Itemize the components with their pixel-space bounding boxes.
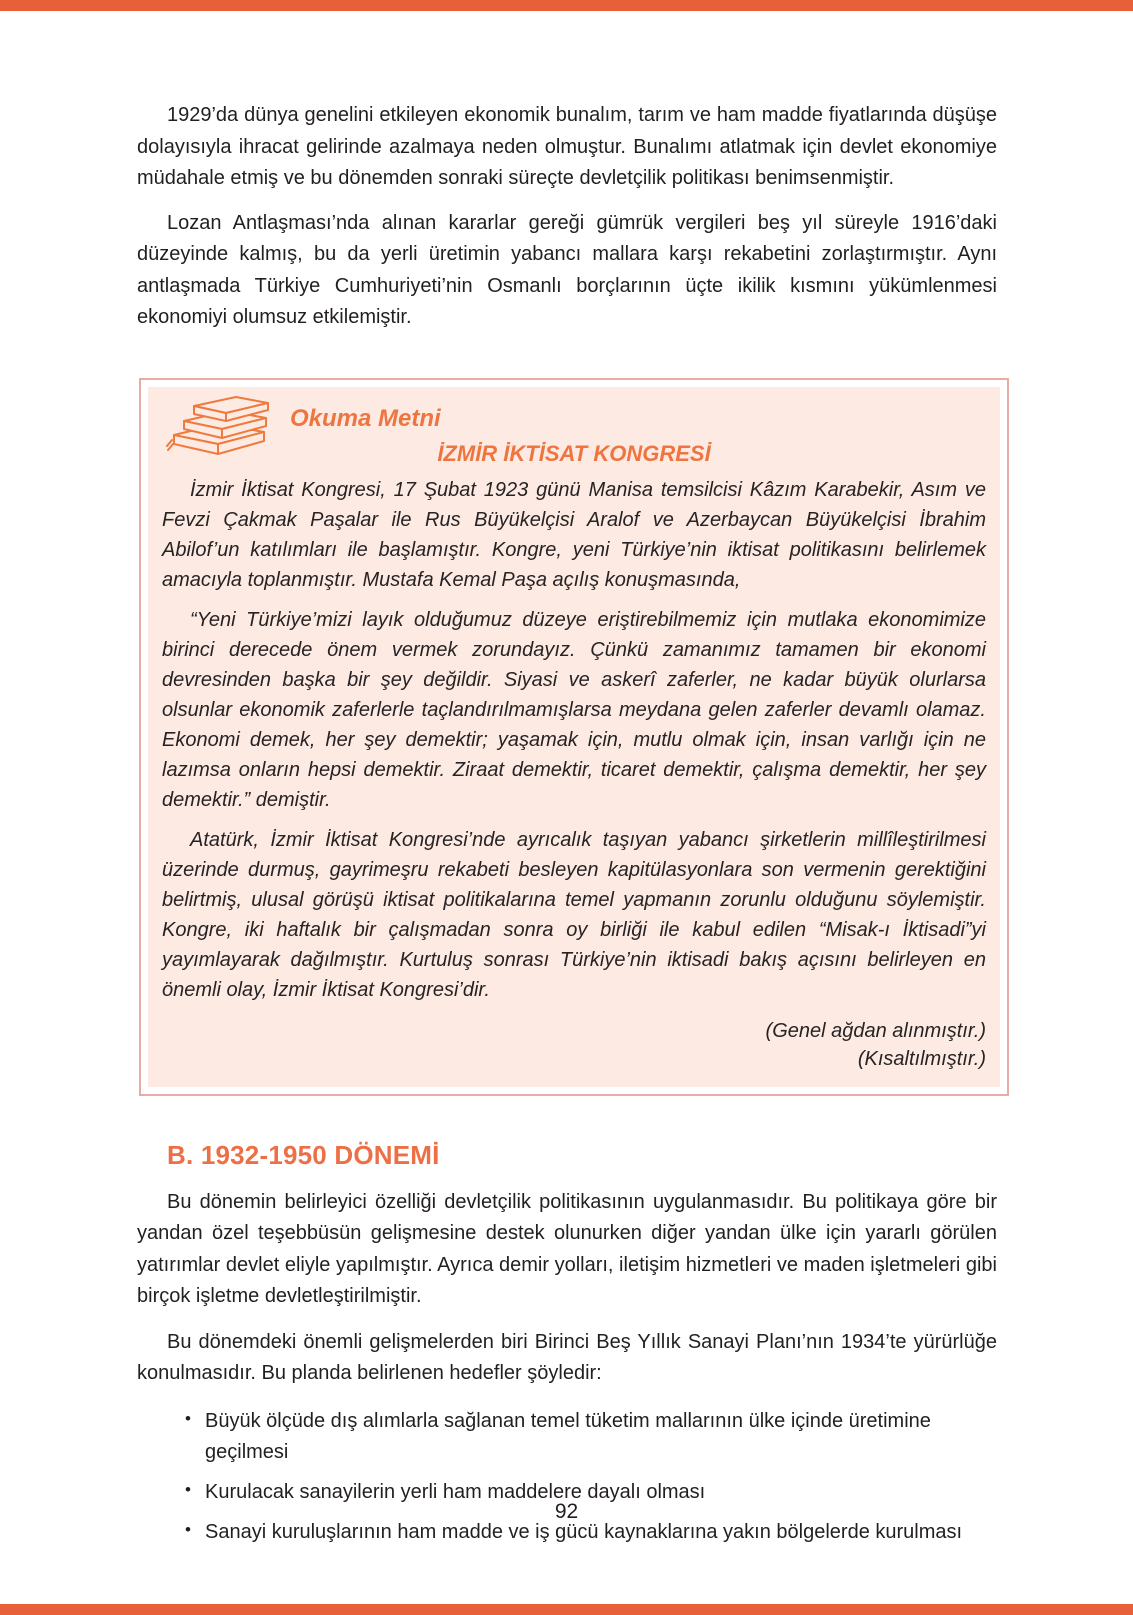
reading-box-title: İZMİR İKTİSAT KONGRESİ [437, 440, 711, 466]
intro-paragraph-2: Lozan Antlaşması’nda alınan kararlar gereği gümrük vergileri beş yıl süreyle 1916’daki düzeyinde kalmış, bu da yerli üretimin yabancı mallara karşı rekabetini zorlaştırmıştır. Aynı antlaşmada Türkiye Cumhuriyeti’nin Osmanlı borçlarının üçte ikilik kısmını yükümlenmesi ekonomiyi olumsuz etkilemiştir. [137, 211, 997, 328]
reading-paragraph-2: “Yeni Türkiye’mizi layık olduğumuz düzeye eriştirebilmemiz için mutlaka ekonomimize birinci derecede önem vermek zorundayız. Çünkü zamanımız tamamen bir ekonomi devresinden başka bir şey değildir. Siyasi ve askerî zaferler, ne kadar büyük olurlarsa olsunlar ekonomik zaferlerle taçlandırılmamışlarsa meydana gelen zaferler devamlı olamaz. Ekonomi demek, her şey demektir; yaşamak için, mutlu olmak için, insan varlığı için ne lazımsa onların hepsi demektir. Ziraat demektir, ticaret demektir, çalışma demektir, her şey demektir.” demiştir. [162, 608, 986, 811]
attributions [162, 1017, 986, 1073]
reading-text-box [139, 378, 1009, 1096]
reading-box-label: Okuma Metni [290, 404, 441, 432]
goal-item-text: Sanayi kuruluşlarının ham madde ve iş gücü kaynaklarına yakın bölgelerde kurulması [205, 1520, 963, 1543]
bullet-icon: • [185, 1479, 191, 1499]
section-heading: B. 1932-1950 DÖNEMİ [167, 1139, 440, 1170]
reading-box-header [162, 391, 986, 466]
page-number: 92 [554, 1500, 579, 1523]
page-content [137, 0, 997, 1557]
goal-item-text: Büyük ölçüde dış alımlarla sağlanan temel tüketim mallarının ülke içinde üretimine geçilmesi [205, 1409, 931, 1463]
reading-paragraph-3: Atatürk, İzmir İktisat Kongresi’nde ayrıcalık taşıyan yabancı şirketlerin millîleştirilmesi üzerinde durmuş, gayrimeşru rekabeti besleyen kapitülasyonlara son vermenin gerektiğini belirtmiş, ulusal görüşü iktisat politikalarına temel yapmanın zorunlu olduğunu söylemiştir. Kongre, iki haftalık bir çalışmadan sonra oy birliği ile kabul edilen “Misak-ı İktisadi”yi yayımlayarak dağılmıştır. Kurtuluş sonrası Türkiye’nin iktisadi bakış açısını belirleyen en önemli olay, İzmir İktisat Kongresi’dir. [162, 828, 986, 1001]
goals-list [137, 1406, 997, 1548]
section-paragraph-1: Bu dönemin belirleyici özelliği devletçilik politikasının uygulanmasıdır. Bu politikaya göre bir yandan özel teşebbüsün gelişmesine destek olunurken diğer yandan ülke için yararlı görülen yatırımlar devlet eliyle yapılmıştır. Ayrıca demir yolları, iletişim hizmetleri ve maden işletmeleri gibi birçok işletme devletleştirilmiştir. [137, 1190, 997, 1307]
section-paragraph-2: Bu dönemdeki önemli gelişmelerden biri Birinci Beş Yıllık Sanayi Planı’nın 1934’te yürürlüğe konulmasıdır. Bu planda belirlenen hedefler şöyledir: [137, 1330, 997, 1384]
intro-paragraph-1: 1929’da dünya genelini etkileyen ekonomik bunalım, tarım ve ham madde fiyatlarında düşüşe dolayısıyla ihracat gelirinde azalmaya neden olmuştur. Bunalımı atlatmak için devlet ekonomiye müdahale etmiş ve bu dönemden sonraki süreçte devletçilik politikası benimsenmiştir. [137, 104, 997, 189]
goal-item [183, 1406, 997, 1468]
bottom-accent-bar [0, 1604, 1133, 1615]
reading-text-box-fill [148, 387, 1000, 1087]
bullet-icon: • [185, 1408, 191, 1428]
attribution-source: (Genel ağdan alınmıştır.) [765, 1019, 986, 1042]
attribution-note: (Kısaltılmıştır.) [857, 1047, 986, 1070]
goal-item-text: Kurulacak sanayilerin yerli ham maddelere dayalı olması [205, 1480, 706, 1503]
reading-paragraph-1: İzmir İktisat Kongresi, 17 Şubat 1923 günü Manisa temsilcisi Kâzım Karabekir, Asım ve Fevzi Çakmak Paşalar ile Rus Büyükelçisi Aralof ve Azerbaycan Büyükelçisi İbrahim Abilof’un katılımları ile başlamıştır. Kongre, yeni Türkiye’nin iktisat politikasını belirlemek amacıyla toplanmıştır. Mustafa Kemal Paşa açılış konuşmasında, [162, 478, 986, 591]
bullet-icon: • [185, 1519, 191, 1539]
